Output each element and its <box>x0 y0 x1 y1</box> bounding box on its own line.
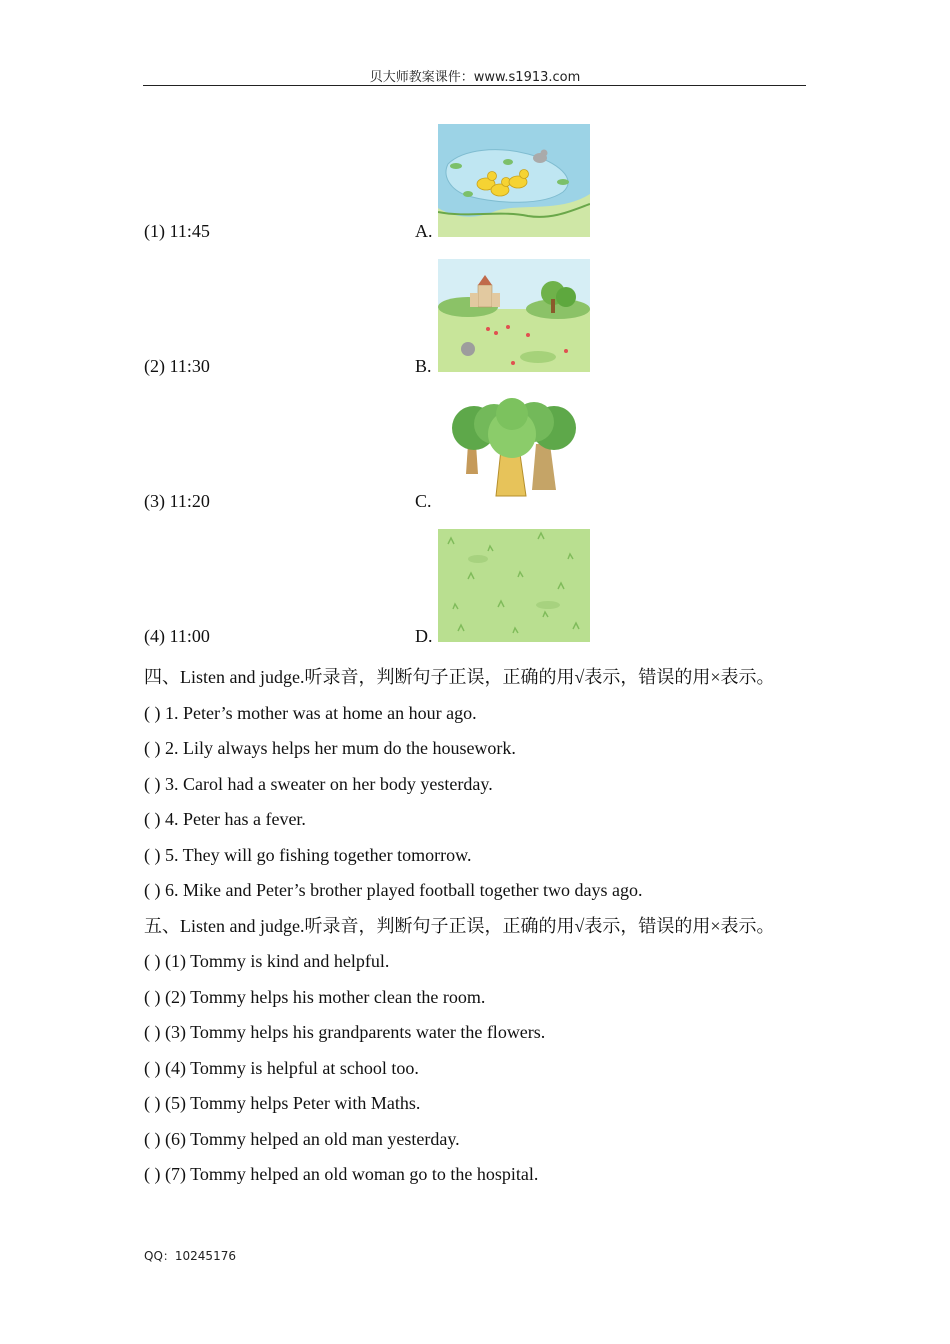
section5-item-6: ( ) (6) Tommy helped an old man yesterday. <box>144 1129 460 1149</box>
pond-with-ducks-picture <box>438 124 590 237</box>
grass-field-picture <box>438 529 590 642</box>
trees-picture <box>438 394 590 507</box>
time-2: (2) 11:30 <box>144 356 210 376</box>
option-letter-b: B. <box>415 356 432 376</box>
section5-item-1: ( ) (1) Tommy is kind and helpful. <box>144 951 390 971</box>
time-1: (1) 11:45 <box>144 221 210 241</box>
section4-title: 四、Listen and judge.听录音，判断句子正误，正确的用√表示，错误的用×表示。 <box>144 667 775 687</box>
time-4: (4) 11:00 <box>144 626 210 646</box>
section4-item-2: ( ) 2. Lily always helps her mum do the housework. <box>144 738 516 758</box>
option-letter-d: D. <box>415 626 433 646</box>
section4-item-1: ( ) 1. Peter’s mother was at home an hour ago. <box>144 703 477 723</box>
section4-item-3: ( ) 3. Carol had a sweater on her body yesterday. <box>144 774 493 794</box>
section5-item-5: ( ) (5) Tommy helps Peter with Maths. <box>144 1093 421 1113</box>
time-3: (3) 11:20 <box>144 491 210 511</box>
section5-item-2: ( ) (2) Tommy helps his mother clean the room. <box>144 987 486 1007</box>
header-divider <box>143 85 806 86</box>
section4-item-4: ( ) 4. Peter has a fever. <box>144 809 306 829</box>
section5-title: 五、Listen and judge.听录音，判断句子正误，正确的用√表示，错误的用×表示。 <box>144 916 775 936</box>
section4-item-5: ( ) 5. They will go fishing together tomorrow. <box>144 845 472 865</box>
option-letter-a: A. <box>415 221 433 241</box>
page-footer: QQ：10245176 <box>144 1249 236 1263</box>
page-header: 贝大师教案课件：www.s1913.com <box>369 70 581 85</box>
section5-item-7: ( ) (7) Tommy helped an old woman go to the hospital. <box>144 1164 539 1184</box>
option-letter-c: C. <box>415 491 432 511</box>
section4-item-6: ( ) 6. Mike and Peter’s brother played football together two days ago. <box>144 880 643 900</box>
park-with-castle-picture <box>438 259 590 372</box>
section5-item-4: ( ) (4) Tommy is helpful at school too. <box>144 1058 419 1078</box>
section5-item-3: ( ) (3) Tommy helps his grandparents water the flowers. <box>144 1022 546 1042</box>
